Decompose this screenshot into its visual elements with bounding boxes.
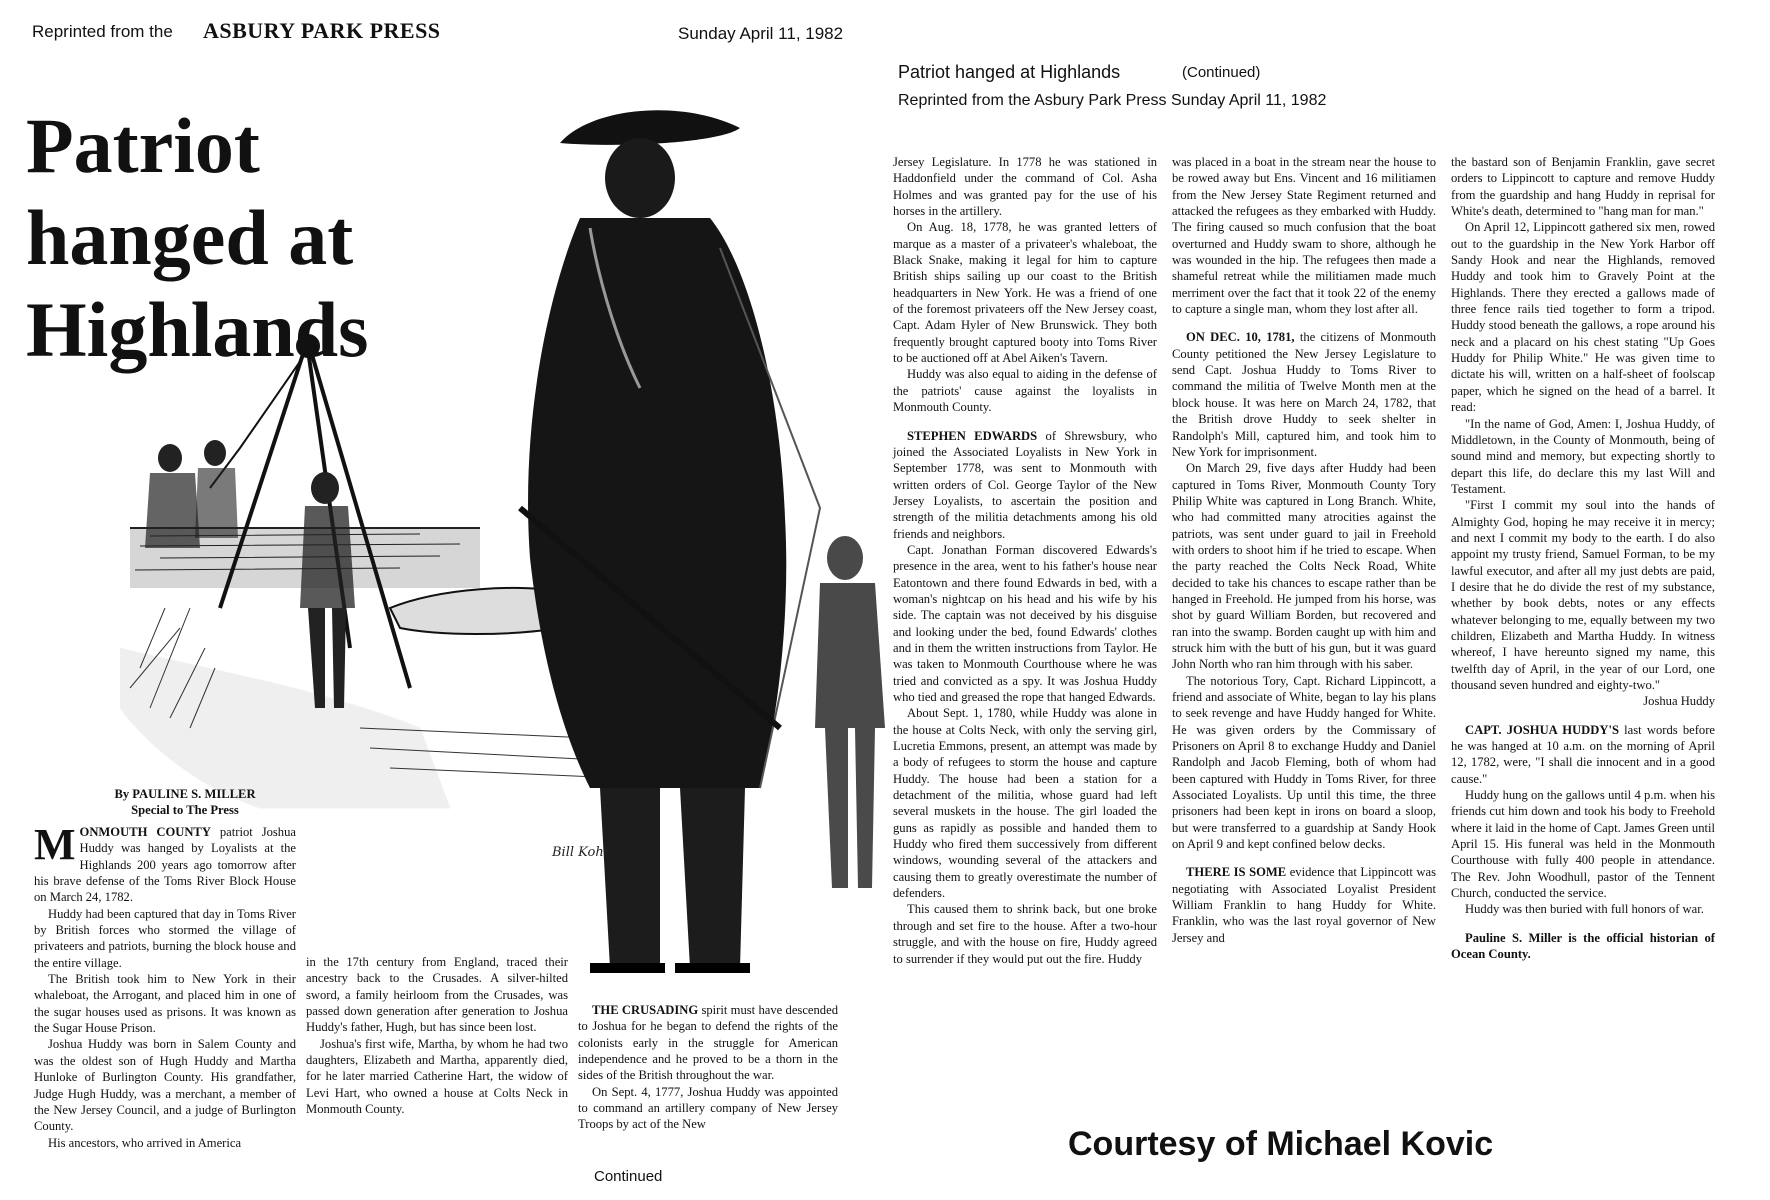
continuation-title: Patriot hanged at Highlands <box>898 62 1121 82</box>
artist-signature: Bill Kohr <box>552 845 610 860</box>
continuation-column-2 <box>1172 154 1436 1104</box>
masthead-reprinted-label: Reprinted from the <box>32 22 173 41</box>
paragraph <box>34 820 296 906</box>
masthead-date: Sunday April 11, 1982 <box>678 24 844 43</box>
paragraph <box>34 971 296 1036</box>
background-soldier-icon <box>815 536 885 888</box>
masthead-paper-name: ASBURY PARK PRESS <box>203 18 441 43</box>
continuation-column-1 <box>893 154 1157 1154</box>
paragraph <box>1451 154 1715 219</box>
paragraph <box>1451 219 1715 415</box>
paragraph <box>1451 693 1715 709</box>
paragraph <box>306 954 568 1036</box>
paragraph <box>893 542 1157 705</box>
paragraph-text: On Aug. 18, 1778, he was granted letters of marque as a master of a privateer's whaleboat, the Black Snake, making it legal for him to capture British ships sailing up our coast to the British headquarters in New York. He was a friend of one of the foremost privateers off the New Jersey coast, Capt. Adam Hyler of New Brunswick. They both frequently brought captured booty into Toms River to be auctioned off at Abel Aiken's Tavern. <box>893 220 1157 366</box>
paragraph <box>34 1036 296 1134</box>
paragraph <box>893 428 1157 542</box>
paragraph-lead: THERE IS SOME <box>1186 865 1287 880</box>
paragraph-text: About Sept. 1, 1780, while Huddy was alone in the house at Colts Neck, with only the serving girl, Lucretia Emmons, present, an attempt was made by a body of refugees to storm the house and capture Huddy. The house had been a station for a detachment of the militia, whose guard had left several muskets in the house. The girl loaded the guns as rapidly as possible and handed them to Huddy who fired them successively from different windows, wounding several of the attackers and causing them to greatly overestimate the number of defenders. <box>893 706 1157 901</box>
paragraph <box>893 366 1157 415</box>
paragraph <box>1451 901 1715 917</box>
paragraph <box>306 1036 568 1118</box>
paragraph-text: patriot Joshua Huddy was hanged by Loyalists at the Highlands 200 years ago tomorrow after his brave defense of the Toms River Block House on March 24, 1782. <box>34 825 296 905</box>
continuation-tag: (Continued) <box>1182 64 1261 81</box>
paragraph-text: "First I commit my soul into the hands of Almighty God, hoping he may receive it in mercy; and next I commit my body to the earth. I do also appoint my trusty friend, Samuel Forman, to be my lawful executor, and after all my just debts are paid, I desire that he do divide the rest of my substance, whether by book debts, notes or any effects whatever belonging to me, equally between my two children, Elizabeth and Martha Huddy. In witness whereof, I have hereunto signed my name, this twelfth day of April, in the year of our Lord, one thousand seven hundred and eighty-two." <box>1451 498 1715 692</box>
paragraph-text: the bastard son of Benjamin Franklin, gave secret orders to Lippincott to capture and remove Huddy from the guardship and hang Huddy in reprisal for White's death, determined to "hang man for man." <box>1451 155 1715 219</box>
paragraph-text: This caused them to shrink back, but one broke through and set fire to the house. After a two-hour struggle, and with the house on fire, Huddy agreed to surrender if they would put out the fire. Huddy <box>893 902 1157 966</box>
paragraph-text: On Sept. 4, 1777, Joshua Huddy was appointed to command an artillery company of New Jersey Troops by act of the New <box>578 1084 838 1132</box>
paragraph-text: The notorious Tory, Capt. Richard Lippincott, a friend and associate of White, began to lay his plans to seek revenge and have Huddy hanged for White. He was given orders by the Commissary of Prisoners on April 8 to exchange Huddy and Daniel Randolph and Jacob Fleming, both of whom had been captured with Huddy in Toms River, for three Associated Loyalists. Up until this time, the three prisoners had been kept in irons on board a sloop, but were transferred to a guardship at Sandy Hook on April 9 and kept confined below decks. <box>1172 673 1436 852</box>
paragraph <box>34 1135 296 1151</box>
paragraph-text: spirit must have descended to Joshua for he began to defend the rights of the colonists early in the struggle for American independence and he proved to be a thorn in the sides of the British throughout the war. <box>578 1003 838 1083</box>
paragraph-text: The British took him to New York in their whaleboat, the Arrogant, and placed him in one of the sugar houses used as prisons. It was known as the Sugar House Prison. <box>34 972 296 1036</box>
paragraph-text: the citizens of Monmouth County petitioned the New Jersey Legislature to send Capt. Joshua Huddy to Toms River to command the militia of Twelve Month men at the block house. It was here on March 24, 1782, that the British drove Huddy to seek shelter in Randolph's Mill, captured him, and took him to New York for imprisonment. <box>1172 330 1437 459</box>
continuation-column-3 <box>1451 154 1715 1104</box>
paragraph <box>1172 460 1436 672</box>
prisoner-figure-icon <box>300 472 355 708</box>
paragraph <box>1451 787 1715 901</box>
byline <box>90 786 280 818</box>
drop-cap: M <box>34 820 76 869</box>
paragraph-text: Huddy hung on the gallows until 4 p.m. when his friends cut him down and took his body to Freehold where it laid in the home of Capt. James Green until April 15. His funeral was held in the Monmouth Courthouse with fully 400 people in attendance. The Rev. John Woodhull, pastor of the Tennent Church, conducted the service. <box>1451 788 1715 901</box>
paragraph-lead: THE CRUSADING <box>592 1003 699 1017</box>
paragraph-text: Capt. Jonathan Forman discovered Edwards's presence in the area, went to his father's house near Eatontown and there found Edwards in bed, with a woman's nightcap on his head and his wife by his side. The captain was not deceived by his disguise and looking under the bed, found Edwards' clothes and in them the written instructions from Taylor. He was taken to Monmouth Courthouse where he was tried and convicted as a spy. It was Joshua Huddy who tied and greased the rope that hanged Edwards. <box>893 542 1157 704</box>
paragraph-lead: ON DEC. 10, 1781, <box>1186 330 1295 345</box>
paragraph <box>893 705 1157 901</box>
paragraph <box>34 906 296 971</box>
paragraph <box>1172 864 1436 946</box>
paragraph-text: last words before he was hanged at 10 a.m. on the morning of April 12, 1782, were, "I shall die innocent and in a good cause." <box>1451 722 1715 786</box>
paragraph-text: Jersey Legislature. In 1778 he was stationed in Haddonfield under the command of Col. Asha Holmes and was granted pay for the use of his horses in the artillery. <box>893 155 1157 219</box>
byline-affiliation: Special to The Press <box>131 803 239 817</box>
article-column-2 <box>306 954 568 1164</box>
paragraph-text: Huddy was then buried with full honors of war. <box>1465 902 1704 917</box>
courtesy-credit: Courtesy of Michael Kovic <box>1068 1125 1494 1163</box>
paragraph <box>893 901 1157 966</box>
paragraph-text: Huddy was also equal to aiding in the defense of the patriots' cause against the loyalists in Monmouth County. <box>893 367 1157 415</box>
article-column-3 <box>578 1002 838 1162</box>
paragraph-text: "In the name of God, Amen: I, Joshua Huddy, of Middletown, in the County of Monmouth, being of sound mind and memory, but expecting shortly to depart this life, do declare this my last Will and Testament. <box>1451 416 1715 496</box>
paragraph <box>1172 673 1436 853</box>
paragraph-text: evidence that Lippincott was negotiating with Associated Loyalist President William Franklin to hang Huddy for White. Franklin, who was the last royal governor of New Jersey and <box>1172 865 1436 945</box>
paragraph <box>1172 329 1436 460</box>
paragraph-text: On March 29, five days after Huddy had been captured in Toms River, Monmouth County Tory Philip White was captured in Long Branch. White, who had committed many atrocities against the patriots, was sent under guard to jail in Freehold with orders to shoot him if he tried to escape. When the party reached the Colts Neck Road, White decided to take his chances to escape rather than be hanged in Freehold. He jumped from his horse, was shot by guard William Borden, but recovered and ran into the swamp. Borden caught up with him and struck him with the butt of his gun, but it was guard John North who ran him through with his saber. <box>1172 461 1436 672</box>
paragraph-text: On April 12, Lippincott gathered six men, rowed out to the guardship in the New York Harbor off Sandy Hook and near the Highlands, removed Huddy and took him to Gravely Point at the Highlands. There they erected a gallows made of three fence rails tied together to form a tripod. Huddy stood beneath the gallows, a rope around his neck and a placard on his chest stating "Up Goes Huddy for Philip White." He was given time to dictate his will, written on a half-sheet of foolscap paper, which he signed on the head of a barrel. It read: <box>1451 220 1715 415</box>
continuation-subtitle: Reprinted from the Asbury Park Press Sunday April 11, 1982 <box>898 92 1327 109</box>
paragraph <box>893 219 1157 366</box>
paragraph-text: Joshua Huddy was born in Salem County and was the oldest son of Hugh Huddy and Martha Hunloke of Burlington County. His grandfather, Judge Hugh Huddy, was a merchant, a member of the New Jersey Council, and a judge of Burlington County. <box>34 1037 296 1134</box>
paragraph-text: was placed in a boat in the stream near the house to be rowed away but Ens. Vincent and 16 militiamen from the New Jersey State Regiment returned and attacked the refugees as they embarked with Huddy. The firing caused so much confusion that the boat overturned and Huddy swam to shore, although he was wounded in the hip. The refugees then made a shameful retreat while the militiamen made much merriment over the fact that it took 22 of the enemy to capture a single man, whom they lost after all. <box>1172 155 1436 317</box>
paragraph <box>1451 416 1715 498</box>
onlookers-figures-icon <box>145 440 238 548</box>
paragraph <box>1451 497 1715 693</box>
paragraph-text: Huddy had been captured that day in Toms River by British forces who stormed the village of privateers and patriots, burning the block house and the entire village. <box>34 906 296 970</box>
headline: Patriot hanged at Highlands <box>26 102 369 373</box>
paragraph <box>578 1002 838 1084</box>
paragraph <box>893 154 1157 219</box>
paragraph-lead: CAPT. JOSHUA HUDDY'S <box>1465 722 1619 737</box>
byline-author: By PAULINE S. MILLER <box>114 787 256 801</box>
continued-label: Continued <box>594 1168 663 1185</box>
paragraph <box>1451 722 1715 787</box>
paragraph-text: His ancestors, who arrived in America <box>48 1135 242 1150</box>
paragraph-lead: ONMOUTH COUNTY <box>79 825 211 839</box>
paragraph-text: of Shrewsbury, who joined the Associated Loyalists in New York in September 1778, was sent to Monmouth with written orders of Col. George Taylor of the New Jersey Loyalists, to ascertain the position and strength of the militia detachments among his old friends and neighbors. <box>893 428 1157 541</box>
paragraph <box>578 1084 838 1133</box>
paragraph-text: Joshua's first wife, Martha, by whom he had two daughters, Elizabeth and Martha, apparently died, for he later married Catherine Hart, the widow of Levi Hart, who owned a house at Colts Neck in Monmouth County. <box>306 1036 568 1117</box>
paragraph-lead: STEPHEN EDWARDS <box>907 428 1038 443</box>
paragraph-text: Joshua Huddy <box>1643 694 1715 709</box>
paragraph-text: in the 17th century from England, traced their ancestry back to the Crusades. A silver-hilted sword, a family heirloom from the Crusades, was passed down generation after generation to Joshua Huddy's father, Hugh, but has since been lost. <box>306 955 568 1035</box>
paragraph <box>1172 154 1436 317</box>
paragraph <box>1451 930 1715 963</box>
soldier-figure-icon <box>520 110 820 968</box>
paragraph-text: Pauline S. Miller is the official historian of Ocean County. <box>1451 930 1715 962</box>
article-column-1 <box>34 820 296 1164</box>
